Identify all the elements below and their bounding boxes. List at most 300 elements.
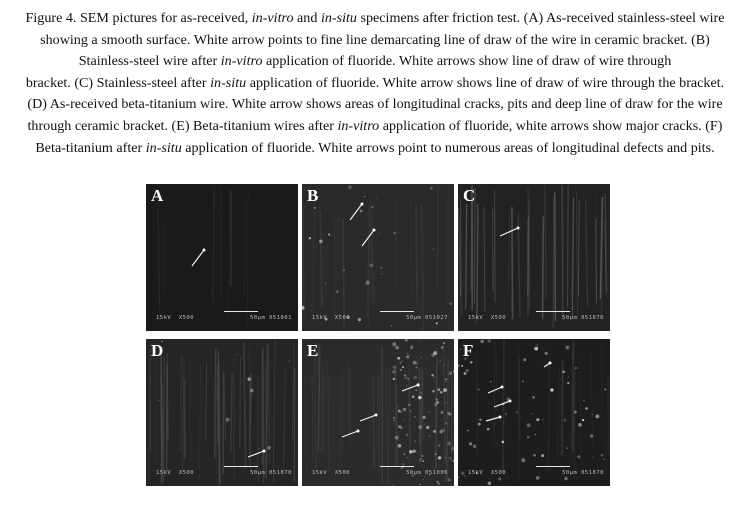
surface-speck bbox=[458, 476, 459, 478]
surface-speck bbox=[427, 366, 428, 367]
surface-speck bbox=[381, 267, 382, 268]
surface-speck bbox=[470, 361, 472, 363]
surface-streak bbox=[466, 204, 467, 309]
surface-speck bbox=[443, 388, 447, 392]
white-arrow-head bbox=[361, 203, 364, 206]
panel-label: D bbox=[151, 341, 164, 360]
surface-speck bbox=[585, 407, 588, 410]
surface-streak bbox=[411, 195, 412, 301]
surface-speck bbox=[487, 428, 490, 431]
surface-speck bbox=[473, 445, 476, 448]
surface-speck bbox=[537, 345, 538, 346]
white-arrow-head bbox=[509, 400, 512, 403]
surface-speck bbox=[395, 346, 399, 350]
surface-speck bbox=[394, 232, 396, 234]
surface-speck bbox=[445, 402, 447, 404]
surface-speck bbox=[521, 458, 525, 462]
surface-speck bbox=[404, 374, 406, 376]
sem-panel-b bbox=[302, 184, 454, 331]
surface-speck bbox=[527, 436, 530, 439]
surface-speck bbox=[413, 450, 416, 453]
surface-streak bbox=[586, 200, 588, 307]
surface-streak bbox=[375, 195, 377, 307]
caption-text: through ceramic bracket. (E) Beta-titanium wires after bbox=[27, 117, 338, 134]
surface-speck bbox=[449, 372, 452, 375]
scale-bar-text: 50µm 051861 bbox=[250, 315, 292, 321]
surface-speck bbox=[566, 447, 568, 449]
caption-italic-term: in-situ bbox=[210, 74, 247, 91]
white-arrow-head bbox=[373, 229, 376, 232]
surface-speck bbox=[403, 419, 404, 420]
surface-speck bbox=[267, 446, 271, 450]
scale-bar bbox=[224, 311, 258, 313]
surface-speck bbox=[397, 406, 398, 407]
surface-streak bbox=[602, 341, 603, 439]
surface-speck bbox=[433, 248, 434, 249]
surface-speck bbox=[421, 357, 422, 358]
surface-speck bbox=[550, 388, 553, 391]
surface-speck bbox=[370, 264, 374, 268]
surface-speck bbox=[533, 454, 536, 457]
sem-micrograph bbox=[146, 339, 298, 486]
surface-streak bbox=[386, 368, 388, 484]
surface-speck bbox=[487, 339, 491, 343]
surface-speck bbox=[335, 241, 336, 242]
scale-bar-text: 50µm 051870 bbox=[562, 315, 604, 321]
surface-streak bbox=[315, 353, 316, 469]
surface-speck bbox=[603, 458, 604, 459]
surface-streak bbox=[293, 344, 294, 440]
surface-speck bbox=[406, 355, 409, 358]
surface-streak bbox=[476, 353, 478, 456]
scale-bar bbox=[380, 311, 414, 313]
sem-panel-d bbox=[146, 339, 298, 486]
surface-speck bbox=[395, 436, 399, 440]
surface-speck bbox=[531, 413, 532, 414]
surface-speck bbox=[436, 322, 438, 324]
surface-speck bbox=[429, 435, 430, 436]
surface-speck bbox=[415, 389, 417, 391]
surface-speck bbox=[574, 411, 577, 414]
surface-streak bbox=[224, 378, 226, 440]
sem-info-text: 15kV X500 bbox=[312, 470, 351, 476]
surface-speck bbox=[391, 325, 393, 327]
scale-bar bbox=[536, 311, 570, 313]
sem-panel-e bbox=[302, 339, 454, 486]
surface-speck bbox=[418, 425, 422, 429]
white-arrow-head bbox=[203, 249, 206, 252]
surface-streak bbox=[247, 191, 248, 331]
surface-streak bbox=[402, 193, 403, 323]
caption-text: application of fluoride. White arrows show line of draw of wire through bbox=[262, 53, 672, 70]
surface-speck bbox=[400, 411, 402, 413]
surface-speck bbox=[444, 351, 445, 352]
surface-speck bbox=[397, 357, 400, 360]
surface-speck bbox=[516, 411, 519, 414]
surface-streak bbox=[336, 216, 337, 291]
surface-streak bbox=[477, 204, 478, 319]
surface-streak bbox=[545, 185, 547, 299]
surface-streak bbox=[303, 207, 304, 304]
caption-italic-term: in-situ bbox=[320, 10, 357, 26]
surface-speck bbox=[401, 468, 402, 469]
surface-speck bbox=[447, 442, 451, 446]
surface-speck bbox=[424, 424, 425, 425]
surface-streak bbox=[437, 185, 438, 291]
surface-speck bbox=[418, 396, 421, 399]
scale-bar-text: 50µm 051006 bbox=[406, 470, 448, 476]
surface-streak bbox=[377, 375, 378, 450]
sem-panel-a bbox=[146, 184, 298, 331]
surface-speck bbox=[429, 411, 430, 412]
surface-speck bbox=[469, 442, 472, 445]
surface-streak bbox=[606, 377, 607, 478]
surface-speck bbox=[595, 414, 599, 418]
surface-speck bbox=[438, 444, 440, 446]
surface-streak bbox=[508, 211, 510, 292]
caption-text: Beta-titanium after bbox=[35, 139, 146, 156]
surface-speck bbox=[407, 457, 408, 458]
surface-speck bbox=[423, 460, 424, 461]
white-arrow-head bbox=[263, 450, 266, 453]
surface-speck bbox=[535, 434, 536, 435]
surface-speck bbox=[564, 419, 567, 422]
surface-speck bbox=[414, 429, 415, 430]
surface-streak bbox=[342, 373, 343, 452]
surface-speck bbox=[452, 460, 454, 462]
white-arrow-head bbox=[501, 386, 504, 389]
surface-speck bbox=[409, 450, 413, 454]
surface-speck bbox=[441, 346, 444, 349]
surface-streak bbox=[579, 200, 580, 296]
surface-speck bbox=[430, 187, 433, 190]
surface-streak bbox=[574, 367, 575, 477]
surface-streak bbox=[591, 351, 592, 446]
surface-speck bbox=[478, 388, 480, 390]
surface-speck bbox=[536, 418, 539, 421]
surface-streak bbox=[543, 216, 544, 319]
surface-speck bbox=[592, 456, 593, 457]
surface-speck bbox=[336, 290, 338, 292]
surface-speck bbox=[379, 232, 380, 233]
surface-speck bbox=[393, 485, 394, 486]
surface-speck bbox=[449, 456, 452, 459]
caption-text: Figure 4. SEM pictures for as-received, bbox=[25, 10, 252, 26]
surface-speck bbox=[488, 481, 492, 485]
scale-bar-text: 50µm 051870 bbox=[250, 470, 292, 476]
white-arrow-head bbox=[499, 416, 502, 419]
surface-streak bbox=[577, 192, 578, 318]
surface-speck bbox=[532, 396, 534, 398]
surface-speck bbox=[393, 417, 396, 420]
caption-text: Stainless-steel wire after bbox=[78, 53, 221, 70]
surface-speck bbox=[562, 370, 565, 373]
surface-speck bbox=[443, 342, 445, 344]
surface-speck bbox=[568, 376, 569, 377]
surface-speck bbox=[445, 381, 446, 382]
surface-streak bbox=[206, 363, 207, 440]
caption-line bbox=[10, 51, 740, 73]
surface-speck bbox=[328, 234, 330, 236]
surface-speck bbox=[436, 401, 439, 404]
surface-speck bbox=[401, 360, 403, 362]
surface-speck bbox=[575, 367, 577, 369]
surface-speck bbox=[393, 420, 394, 421]
surface-speck bbox=[393, 366, 396, 369]
caption-text: bracket. (C) Stainless-steel after bbox=[25, 74, 211, 91]
surface-speck bbox=[419, 458, 422, 461]
surface-speck bbox=[443, 365, 444, 366]
surface-speck bbox=[440, 391, 442, 393]
caption-line bbox=[10, 30, 740, 52]
surface-streak bbox=[343, 218, 344, 329]
surface-speck bbox=[592, 414, 593, 415]
surface-speck bbox=[436, 399, 438, 401]
surface-streak bbox=[294, 368, 295, 482]
surface-streak bbox=[284, 367, 286, 470]
surface-streak bbox=[567, 185, 568, 307]
surface-streak bbox=[447, 358, 449, 481]
surface-speck bbox=[258, 447, 260, 449]
surface-streak bbox=[548, 354, 549, 470]
surface-speck bbox=[583, 400, 585, 402]
surface-streak bbox=[244, 343, 246, 469]
surface-speck bbox=[465, 369, 468, 372]
scale-bar bbox=[224, 466, 258, 468]
caption-text: specimens after friction test. (A) As-received stainless-steel wire bbox=[356, 10, 725, 26]
surface-speck bbox=[541, 454, 544, 457]
surface-speck bbox=[439, 430, 442, 433]
surface-streak bbox=[512, 207, 513, 319]
surface-speck bbox=[604, 388, 606, 390]
surface-speck bbox=[490, 381, 492, 383]
surface-speck bbox=[406, 434, 408, 436]
surface-speck bbox=[398, 425, 401, 428]
surface-streak bbox=[379, 374, 380, 472]
surface-speck bbox=[480, 340, 483, 343]
surface-streak bbox=[484, 207, 485, 312]
surface-speck bbox=[364, 196, 365, 197]
surface-streak bbox=[572, 198, 573, 317]
surface-streak bbox=[420, 368, 421, 444]
surface-speck bbox=[420, 392, 422, 394]
surface-speck bbox=[453, 370, 454, 372]
surface-speck bbox=[445, 378, 447, 380]
surface-speck bbox=[425, 476, 426, 477]
surface-streak bbox=[446, 202, 447, 308]
surface-speck bbox=[461, 471, 465, 475]
surface-speck bbox=[412, 345, 413, 346]
surface-streak bbox=[396, 365, 397, 466]
caption-text: and bbox=[293, 10, 321, 26]
panel-label: C bbox=[463, 186, 476, 205]
surface-speck bbox=[343, 269, 344, 270]
caption-italic-term: in-vitro bbox=[251, 10, 294, 26]
surface-speck bbox=[590, 434, 593, 437]
surface-speck bbox=[236, 354, 237, 355]
surface-streak bbox=[421, 370, 423, 458]
surface-speck bbox=[360, 210, 363, 213]
surface-speck bbox=[339, 219, 340, 220]
surface-speck bbox=[433, 430, 436, 433]
sem-micrograph bbox=[458, 339, 610, 486]
surface-speck bbox=[421, 455, 423, 457]
sem-micrograph bbox=[458, 184, 610, 331]
surface-speck bbox=[158, 400, 159, 401]
surface-speck bbox=[433, 376, 435, 378]
surface-speck bbox=[439, 360, 440, 361]
surface-streak bbox=[416, 204, 417, 305]
surface-speck bbox=[413, 361, 417, 365]
surface-streak bbox=[158, 194, 160, 326]
sem-info-text: 15kV X500 bbox=[156, 315, 195, 321]
sem-panel-c bbox=[458, 184, 610, 331]
surface-streak bbox=[231, 373, 232, 453]
surface-speck bbox=[226, 418, 230, 422]
panel-label: F bbox=[463, 341, 474, 360]
surface-speck bbox=[371, 206, 373, 208]
sem-micrograph bbox=[302, 339, 454, 486]
surface-speck bbox=[410, 346, 413, 349]
surface-streak bbox=[608, 377, 609, 454]
surface-speck bbox=[464, 475, 466, 477]
surface-speck bbox=[408, 404, 410, 406]
surface-streak bbox=[562, 360, 563, 455]
surface-speck bbox=[438, 483, 440, 485]
surface-speck bbox=[421, 405, 422, 406]
caption-text: application of fluoride, white arrows show major cracks. (F) bbox=[379, 117, 723, 134]
surface-speck bbox=[309, 237, 311, 239]
surface-speck bbox=[433, 351, 437, 355]
caption-line bbox=[10, 138, 740, 160]
surface-speck bbox=[461, 365, 463, 367]
surface-speck bbox=[542, 419, 543, 420]
surface-speck bbox=[400, 362, 401, 363]
surface-speck bbox=[523, 358, 526, 361]
panel-label: B bbox=[307, 186, 319, 205]
surface-speck bbox=[358, 318, 361, 321]
figure-caption bbox=[10, 8, 740, 159]
surface-speck bbox=[419, 341, 420, 342]
surface-speck bbox=[407, 378, 409, 380]
surface-speck bbox=[479, 418, 481, 420]
surface-speck bbox=[522, 380, 524, 382]
surface-speck bbox=[498, 477, 501, 480]
surface-speck bbox=[398, 410, 401, 413]
surface-streak bbox=[233, 373, 234, 465]
surface-speck bbox=[582, 419, 584, 421]
surface-speck bbox=[567, 382, 569, 384]
surface-speck bbox=[437, 388, 440, 391]
surface-speck bbox=[406, 385, 407, 386]
surface-speck bbox=[445, 422, 448, 425]
sem-info-text: 15kV X500 bbox=[312, 315, 351, 321]
surface-speck bbox=[404, 376, 407, 379]
surface-speck bbox=[381, 273, 383, 275]
caption-line bbox=[10, 94, 740, 116]
caption-italic-term: in-vitro bbox=[220, 53, 263, 70]
surface-streak bbox=[228, 190, 229, 320]
white-arrow-head bbox=[357, 430, 360, 433]
surface-speck bbox=[447, 412, 450, 415]
surface-streak bbox=[553, 196, 554, 329]
surface-speck bbox=[577, 455, 580, 458]
sem-panel-f bbox=[458, 339, 610, 486]
surface-speck bbox=[398, 444, 402, 448]
surface-speck bbox=[392, 342, 396, 346]
surface-speck bbox=[460, 349, 461, 350]
white-arrow bbox=[488, 387, 502, 393]
surface-streak bbox=[244, 204, 246, 295]
surface-speck bbox=[404, 453, 406, 455]
surface-streak bbox=[215, 348, 216, 459]
surface-speck bbox=[416, 366, 418, 368]
surface-speck bbox=[426, 426, 430, 430]
surface-streak bbox=[303, 202, 304, 319]
surface-speck bbox=[413, 376, 417, 380]
surface-speck bbox=[564, 477, 567, 480]
surface-speck bbox=[348, 185, 352, 189]
surface-streak bbox=[503, 339, 504, 474]
surface-streak bbox=[273, 340, 275, 483]
sem-micrograph bbox=[146, 184, 298, 331]
surface-speck bbox=[432, 390, 434, 392]
sem-micrograph bbox=[302, 184, 454, 331]
surface-streak bbox=[373, 378, 374, 468]
sem-info-text: 15kV X500 bbox=[468, 470, 507, 476]
surface-speck bbox=[405, 339, 408, 341]
surface-streak bbox=[580, 358, 581, 461]
surface-streak bbox=[395, 200, 397, 289]
surface-speck bbox=[467, 430, 469, 432]
caption-text: showing a smooth surface. White arrow points to fine line demarcating line of draw of the wire in ceramic bracket. (B) bbox=[40, 31, 710, 48]
surface-speck bbox=[319, 240, 322, 243]
caption-line bbox=[10, 8, 740, 30]
surface-speck bbox=[536, 476, 540, 480]
surface-streak bbox=[213, 186, 215, 303]
surface-streak bbox=[269, 348, 270, 463]
surface-speck bbox=[441, 411, 444, 414]
surface-streak bbox=[265, 366, 266, 483]
surface-speck bbox=[247, 377, 250, 380]
caption-line bbox=[10, 116, 740, 138]
surface-speck bbox=[414, 440, 416, 442]
surface-speck bbox=[435, 453, 436, 454]
panel-label: E bbox=[307, 341, 319, 360]
surface-speck bbox=[283, 456, 284, 457]
surface-speck bbox=[414, 416, 416, 418]
surface-speck bbox=[314, 207, 316, 209]
surface-streak bbox=[555, 192, 556, 321]
surface-streak bbox=[163, 356, 164, 481]
caption-text: (D) As-received beta-titanium wire. White arrow shows areas of longitudinal cracks, pits and deep line of draw for the wire bbox=[27, 96, 723, 113]
surface-streak bbox=[573, 340, 574, 453]
sem-info-text: 15kV X500 bbox=[156, 470, 195, 476]
caption-italic-term: in-situ bbox=[145, 139, 182, 156]
white-arrow-head bbox=[375, 414, 378, 417]
surface-speck bbox=[577, 368, 578, 369]
surface-speck bbox=[288, 360, 290, 362]
caption-text: application of fluoride. White arrow shows line of draw of wire through the bracket. bbox=[246, 74, 725, 91]
scale-bar-text: 50µm 051027 bbox=[406, 315, 448, 321]
surface-speck bbox=[419, 484, 420, 485]
surface-speck bbox=[433, 375, 434, 376]
surface-speck bbox=[402, 366, 404, 368]
sem-figure bbox=[146, 184, 612, 486]
surface-speck bbox=[534, 347, 538, 351]
surface-speck bbox=[545, 352, 548, 355]
surface-speck bbox=[464, 372, 467, 375]
